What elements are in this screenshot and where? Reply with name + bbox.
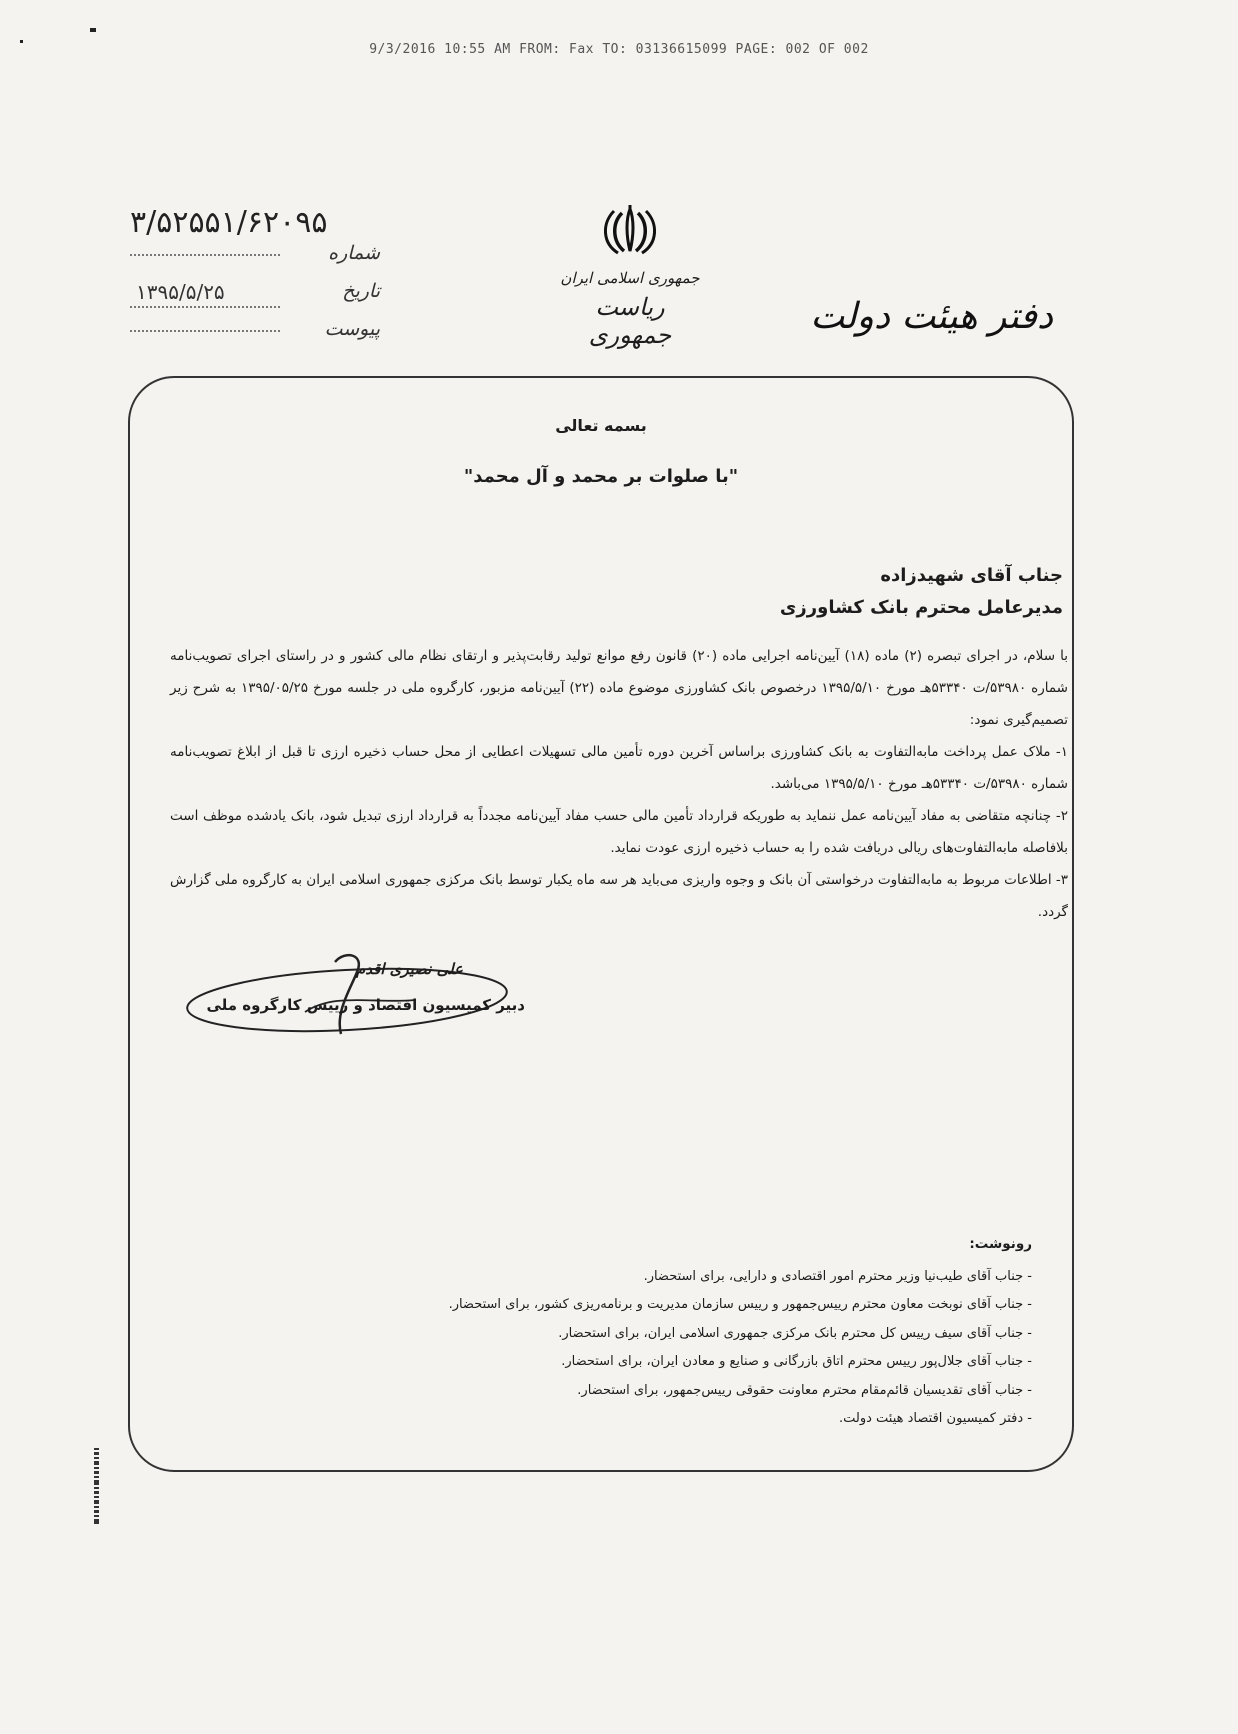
signatory-name: علی نصیری اقدم — [355, 960, 463, 978]
body-item-3: ۳- اطلاعات مربوط به مابه‌التفاوت درخواستی آن بانک و وجوه واریزی می‌باید هر سه ماه یکبار توسط بانک مرکزی جمهوری اسلامی ایران به کارگروه ملی گزارش گردد. — [170, 872, 1068, 920]
letter-body — [170, 640, 1068, 928]
cc-item: - جناب آقای سیف رییس کل محترم بانک مرکزی جمهوری اسلامی ایران، برای استحضار. — [558, 1325, 1032, 1341]
salawat-line: "با صلوات بر محمد و آل محمد" — [463, 466, 739, 487]
presidency-name: ریاست جمهوری — [588, 293, 672, 349]
scanner-code-mark — [82, 1448, 112, 1528]
date-label: تاریخ — [342, 280, 380, 302]
dotted-line — [130, 254, 280, 256]
cc-item: - دفتر کمیسیون اقتصاد هیئت دولت. — [838, 1411, 1032, 1426]
scan-speck — [90, 28, 96, 32]
signatory-title: دبیر کمیسیون اقتصاد و رییس کارگروه ملی — [206, 996, 525, 1014]
date-row — [130, 282, 380, 316]
letter-date: ۱۳۹۵/۵/۲۵ — [136, 280, 225, 304]
cc-block — [449, 1230, 1032, 1434]
cc-list — [449, 1263, 1032, 1434]
office-title: دفتر هیئت دولت — [810, 296, 1053, 337]
number-row — [130, 244, 380, 278]
cc-item: - جناب آقای تقدیسیان قائم‌مقام محترم معاونت حقوقی رییس‌جمهور، برای استحضار. — [577, 1382, 1032, 1398]
cc-item: - جناب آقای جلال‌پور رییس محترم اتاق بازرگانی و صنایع و معادن ایران، برای استحضار. — [561, 1354, 1032, 1369]
body-item-2: ۲- چنانچه متقاضی به مفاد آیین‌نامه عمل ننماید به طوریکه قرارداد تأمین مالی حسب مفاد آیین‌نامه مجدداً به قرارداد ارزی تبدیل شود، بانک یادشده موظف است بلافاصله مابه‌التفاوت‌های ریالی دریافت شده را به حساب ذخیره ارزی عودت نماید. — [170, 808, 1068, 856]
reference-number: ۳/۵۲۵۵۱/۶۲۰۹۵ — [130, 205, 328, 240]
attachment-row — [130, 320, 380, 354]
dotted-line — [130, 306, 280, 308]
iran-emblem-icon — [560, 205, 700, 257]
cc-item: - جناب آقای طیب‌نیا وزیر محترم امور اقتصادی و دارایی، برای استحضار. — [643, 1268, 1032, 1284]
dotted-line — [130, 330, 280, 332]
country-name: جمهوری اسلامی ایران — [560, 269, 700, 287]
letterhead-center — [560, 205, 700, 349]
reference-block — [130, 205, 380, 354]
fax-transmission-header: 9/3/2016 10:55 AM FROM: Fax TO: 03136615099 PAGE: 002 OF 002 — [369, 42, 869, 57]
body-intro: با سلام، در اجرای تبصره (۲) ماده (۱۸) آیین‌نامه اجرایی ماده (۲۰) قانون رفع موانع تولید رقابت‌پذیر و ارتقای نظام مالی کشور و در راستای اجرای تصویب‌نامه شماره ۵۳۹۸۰/ت ۵۳۳۴۰هـ مورخ ۱۳۹۵/۵/۱۰ درخصوص بانک کشاورزی موضوع ماده (۲۲) آیین‌نامه مزبور، کارگروه ملی در جلسه مورخ ۱۳۹۵/۰۵/۲۵ به شرح زیر تصمیم‌گیری نمود: — [170, 648, 1068, 728]
number-label: شماره — [328, 242, 380, 264]
addressee-title: مدیرعامل محترم بانک کشاورزی — [779, 597, 1063, 618]
invocation: بسمه تعالی — [555, 416, 647, 435]
addressee-name: جناب آقای شهیدزاده — [880, 565, 1063, 586]
cc-item: - جناب آقای نوبخت معاون محترم رییس‌جمهور و رییس سازمان مدیریت و برنامه‌ریزی کشور، برای استحضار. — [448, 1297, 1032, 1312]
signature-block — [185, 952, 525, 1042]
body-item-1: ۱- ملاک عمل پرداخت مابه‌التفاوت به بانک کشاورزی براساس آخرین دوره تأمین مالی تسهیلات اعطایی از محل حساب ذخیره ارزی تا قبل از ابلاغ تصویب‌نامه شماره ۵۳۹۸۰/ت ۵۳۳۴۰هـ مورخ ۱۳۹۵/۵/۱۰ می‌باشد. — [170, 744, 1068, 792]
cc-heading: رونوشت: — [969, 1236, 1032, 1252]
addressee-block — [780, 560, 1063, 624]
attachment-label: پیوست — [324, 318, 380, 340]
